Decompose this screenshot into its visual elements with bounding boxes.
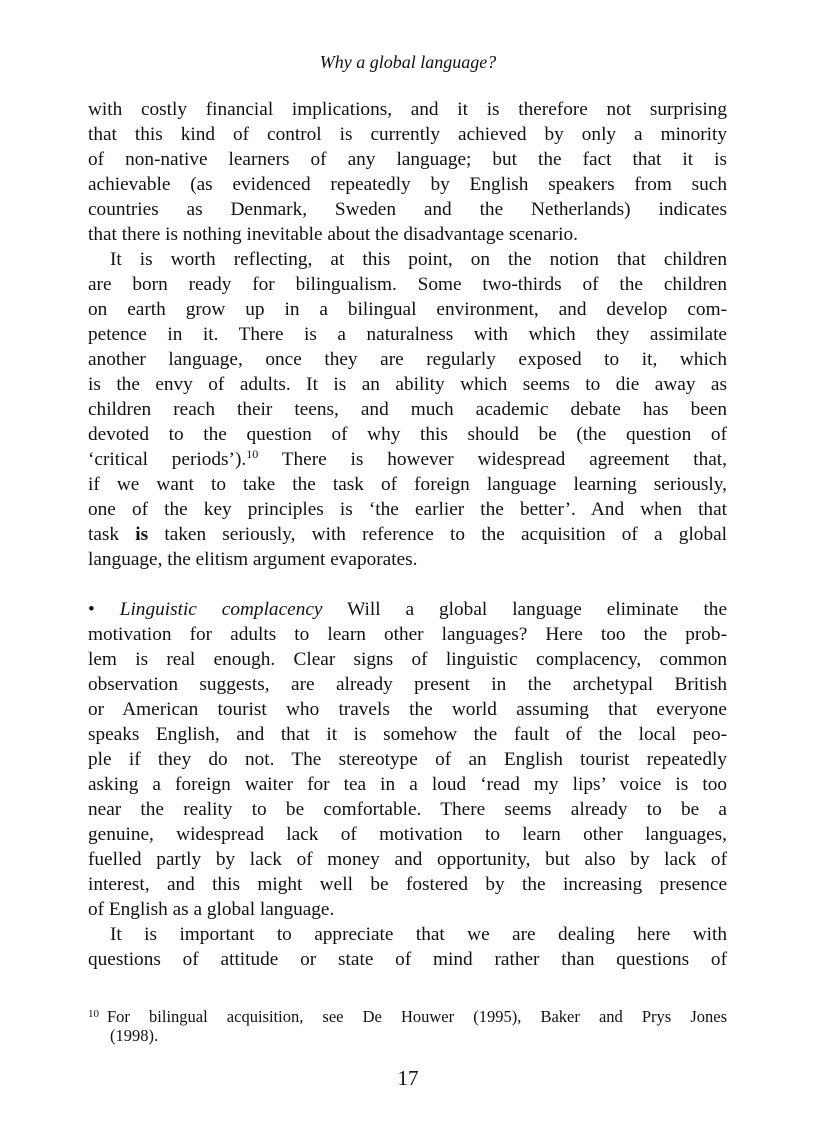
text-line [88,897,727,922]
text-segment: ple if they do not. The stereotype of an English tourist repeatedly [88,749,727,770]
text-line [88,447,727,472]
text-line [88,522,727,547]
text-line [88,547,727,572]
text-line [88,147,727,172]
text-line [88,747,727,772]
text-line [88,497,727,522]
text-line [88,197,727,222]
text-line [88,122,727,147]
text-line [88,697,727,722]
bullet-heading: Linguistic complacency [119,599,323,620]
text-segment: Will a global language eliminate the [322,599,727,620]
text-segment: or American tourist who travels the world assuming that everyone [88,699,727,720]
footnote [88,1004,727,1046]
paragraph [88,597,727,922]
text-segment: asking a foreign waiter for tea in a loud ‘read my lips’ voice is too [88,774,727,795]
text-line [88,172,727,197]
text-segment: interest, and this might well be fostered by the increasing presence [88,874,727,895]
text-segment: achievable (as evidenced repeatedly by English speakers from such [88,174,727,195]
text-segment: that there is nothing inevitable about the disadvantage scenario. [88,224,578,245]
footnote-number: 10 [88,1008,99,1020]
text-segment: speaks English, and that it is somehow the fault of the local peo- [88,724,727,745]
paragraph [88,922,727,972]
text-line [88,322,727,347]
text-line [88,872,727,897]
footnote-text-continued: (1998). [110,1026,159,1045]
text-line [88,597,727,622]
text-line [88,472,727,497]
footnote-text: For bilingual acquisition, see De Houwer (1995), Baker and Prys Jones [107,1007,727,1026]
text-segment: devoted to the question of why this should be (the question of [88,424,727,445]
text-line [88,922,727,947]
text-line [88,422,727,447]
text-segment: on earth grow up in a bilingual environment, and develop com- [88,299,727,320]
text-line [88,347,727,372]
text-line [88,672,727,697]
paragraph [88,97,727,247]
text-line [88,772,727,797]
text-segment: another language, once they are regularly exposed to it, which [88,349,727,370]
text-segment: if we want to take the task of foreign language learning seriously, [88,474,727,495]
text-segment: one of the key principles is ‘the earlier the better’. And when that [88,499,727,520]
text-segment: near the reality to be comfortable. There seems already to be a [88,799,727,820]
text-segment: is [135,524,149,545]
paragraph-gap [88,572,727,597]
text-line [88,822,727,847]
paragraph [88,247,727,572]
text-segment: taken seriously, with reference to the acquisition of a global [148,524,727,545]
text-line [88,222,727,247]
text-segment: with costly financial implications, and it is therefore not surprising [88,99,727,120]
running-header: Why a global language? [319,52,497,72]
footnote-reference: 10 [246,447,259,461]
text-line [88,647,727,672]
text-line [88,97,727,122]
text-line [88,297,727,322]
text-segment: genuine, widespread lack of motivation to learn other languages, [88,824,727,845]
text-line [88,247,727,272]
text-segment: There is however widespread agreement that, [258,449,727,470]
text-line [88,797,727,822]
text-segment: are born ready for bilingualism. Some two-thirds of the children [88,274,727,295]
text-segment: language, the elitism argument evaporates. [88,549,418,570]
text-segment: of English as a global language. [88,899,335,920]
text-segment: motivation for adults to learn other languages? Here too the prob- [88,624,727,645]
text-line [88,622,727,647]
text-segment: ‘critical periods’). [88,449,247,470]
text-segment: It is worth reflecting, at this point, on the notion that children [110,249,727,270]
text-line [88,272,727,297]
text-line [88,397,727,422]
text-line [88,947,727,972]
text-segment: that this kind of control is currently achieved by only a minority [88,124,727,145]
text-segment: questions of attitude or state of mind rather than questions of [88,949,727,970]
text-segment: lem is real enough. Clear signs of linguistic complacency, common [88,649,727,670]
text-segment: of non-native learners of any language; but the fact that it is [88,149,727,170]
text-segment: It is important to appreciate that we are dealing here with [110,924,727,945]
text-line [88,847,727,872]
page-number: 17 [397,1066,419,1090]
text-segment: petence in it. There is a naturalness with which they assimilate [88,324,727,345]
body-text [88,97,727,972]
text-line [88,372,727,397]
text-line [88,722,727,747]
text-segment: observation suggests, are already present in the archetypal British [88,674,727,695]
text-segment: is the envy of adults. It is an ability which seems to die away as [88,374,727,395]
text-segment: fuelled partly by lack of money and opportunity, but also by lack of [88,849,727,870]
text-segment: countries as Denmark, Sweden and the Netherlands) indicates [88,199,727,220]
text-segment: children reach their teens, and much academic debate has been [88,399,727,420]
text-segment: task [88,524,136,545]
text-segment: • [88,599,120,620]
